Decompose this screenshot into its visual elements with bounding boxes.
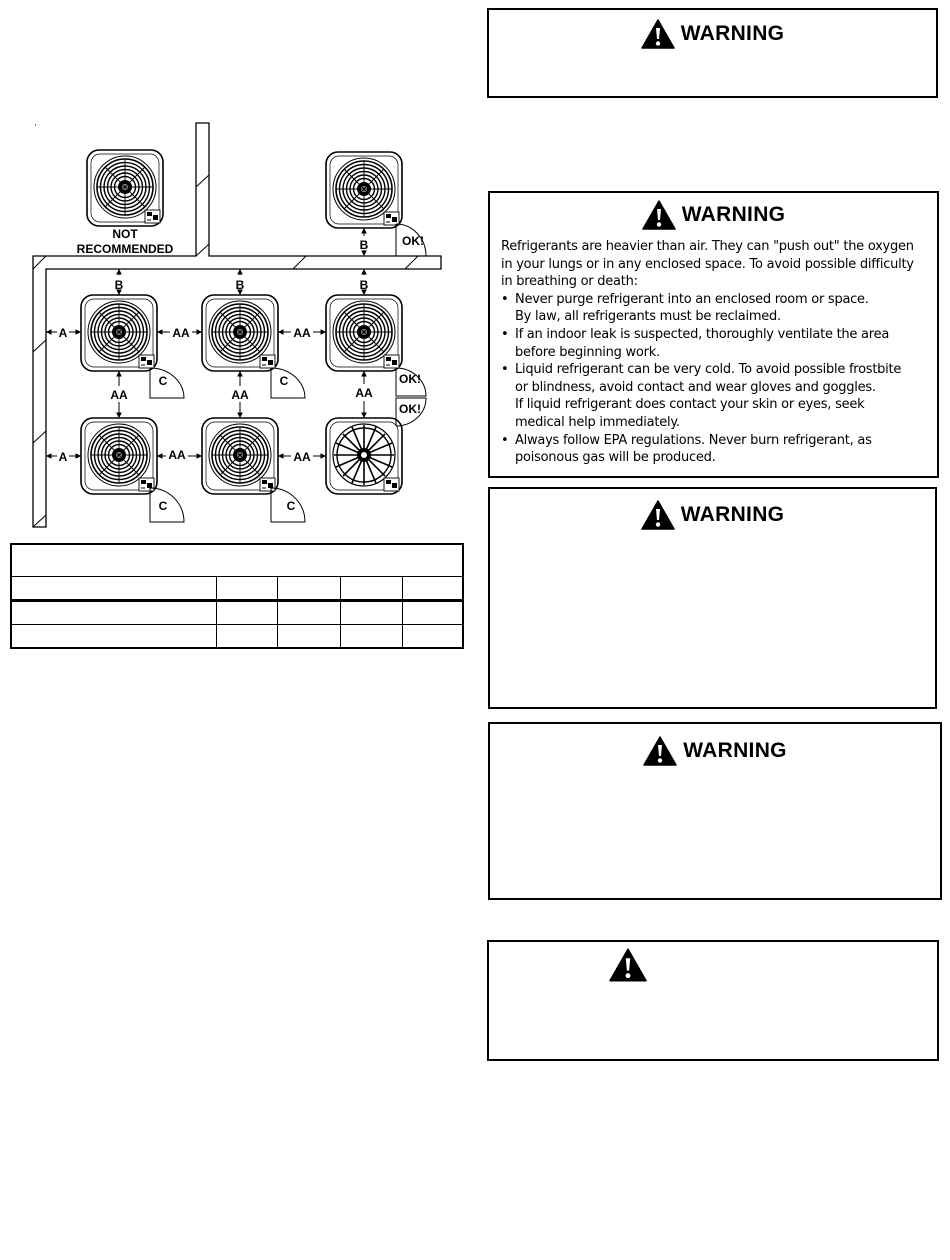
label-a-row1: A bbox=[58, 326, 68, 340]
label-b-1: B bbox=[114, 278, 124, 292]
label-ok-bottom: OK! bbox=[399, 402, 421, 416]
warning-title: WARNING bbox=[681, 203, 786, 226]
unit-row2-col2 bbox=[202, 418, 278, 494]
label-a-row2: A bbox=[58, 450, 68, 464]
bullet-continuation: poisonous gas will be produced. bbox=[515, 450, 716, 466]
unit-row2-col3 bbox=[326, 418, 402, 494]
bullet-line: Never purge refrigerant into an enclosed room or space. bbox=[515, 291, 869, 307]
table-rule bbox=[12, 624, 462, 625]
warning-triangle-icon bbox=[641, 19, 675, 49]
bullet-continuation: or blindness, avoid contact and wear gloves and goggles. bbox=[515, 379, 876, 395]
bullet-item bbox=[501, 326, 927, 344]
bullet-item bbox=[501, 361, 927, 379]
warning-title: WARNING bbox=[680, 503, 785, 526]
unit-row1-col3 bbox=[326, 295, 402, 371]
label-b-3: B bbox=[359, 278, 369, 292]
label-aa-r2-right: AA bbox=[293, 450, 311, 464]
warning-box-1 bbox=[487, 8, 938, 98]
warning-header bbox=[490, 736, 940, 766]
bullet-continuation: If liquid refrigerant does contact your skin or eyes, seek bbox=[515, 397, 865, 413]
warning-triangle-icon bbox=[609, 948, 647, 982]
bullet-glyph: • bbox=[501, 362, 509, 378]
unit-row1-col2 bbox=[202, 295, 278, 371]
bullet-item bbox=[501, 432, 927, 450]
warning-title: WARNING bbox=[680, 22, 785, 45]
warning-header bbox=[490, 500, 935, 530]
warning-box-refrigerants bbox=[488, 191, 939, 478]
unit-row2-col1 bbox=[81, 418, 157, 494]
unit-clearance-diagram bbox=[0, 0, 470, 540]
bullet-item bbox=[501, 291, 927, 309]
label-aa-col2: AA bbox=[231, 388, 249, 402]
table-col-divider bbox=[277, 576, 278, 647]
intro-line: in your lungs or in any enclosed space. To avoid possible difficulty bbox=[501, 256, 914, 272]
intro-line: Refrigerants are heavier than air. They can "push out" the oxygen bbox=[501, 239, 914, 254]
label-aa-col3: AA bbox=[355, 386, 373, 400]
table-col-divider bbox=[402, 576, 403, 647]
label-recommended: RECOMMENDED bbox=[76, 242, 174, 256]
table-rule bbox=[12, 576, 462, 577]
clearance-table bbox=[10, 543, 464, 649]
label-c-r1-2: C bbox=[279, 374, 289, 388]
warning-header bbox=[490, 200, 937, 230]
label-c-r2-2: C bbox=[286, 499, 296, 513]
label-aa-r1-left: AA bbox=[172, 326, 190, 340]
bullet-continuation: By law, all refrigerants must be reclaimed. bbox=[515, 309, 781, 325]
label-aa-r2-left: AA bbox=[168, 448, 186, 462]
label-b-top: B bbox=[359, 238, 369, 252]
intro-line: in breathing or death: bbox=[501, 274, 638, 290]
warning-header bbox=[489, 19, 936, 49]
bullet-continuation: medical help immediately. bbox=[515, 414, 680, 430]
label-b-2: B bbox=[235, 278, 245, 292]
unit-not-recommended bbox=[87, 150, 163, 226]
warning-box-4 bbox=[488, 722, 942, 900]
label-not: NOT bbox=[112, 227, 138, 241]
warning-triangle-icon bbox=[643, 736, 677, 766]
warning-box-5 bbox=[487, 940, 939, 1061]
unit-top-right bbox=[326, 152, 402, 228]
bullet-glyph: • bbox=[501, 291, 509, 307]
table-col-divider bbox=[340, 576, 341, 647]
label-c-r2-1: C bbox=[158, 499, 168, 513]
unit-row1-col1 bbox=[81, 295, 157, 371]
warning-title: WARNING bbox=[683, 739, 787, 762]
label-aa-col1: AA bbox=[110, 388, 128, 402]
label-ok-top: OK! bbox=[402, 234, 424, 248]
bullet-glyph: • bbox=[501, 432, 509, 448]
bullet-line: If an indoor leak is suspected, thoroughly ventilate the area bbox=[515, 326, 890, 342]
warning-triangle-icon bbox=[642, 200, 676, 230]
warning-box-3 bbox=[488, 487, 937, 709]
bullet-continuation: before beginning work. bbox=[515, 344, 660, 360]
label-c-r1-1: C bbox=[158, 374, 168, 388]
bullet-glyph: • bbox=[501, 326, 509, 342]
label-aa-r1-right: AA bbox=[293, 326, 311, 340]
bullet-line: Always follow EPA regulations. Never burn refrigerant, as bbox=[515, 432, 872, 448]
table-col-divider bbox=[216, 576, 217, 647]
warning-triangle-icon bbox=[641, 500, 675, 530]
table-header-rule bbox=[12, 599, 462, 602]
label-ok-mid: OK! bbox=[399, 372, 421, 386]
warning-body bbox=[501, 238, 927, 467]
bullet-line: Liquid refrigerant can be very cold. To avoid possible frostbite bbox=[515, 362, 902, 378]
